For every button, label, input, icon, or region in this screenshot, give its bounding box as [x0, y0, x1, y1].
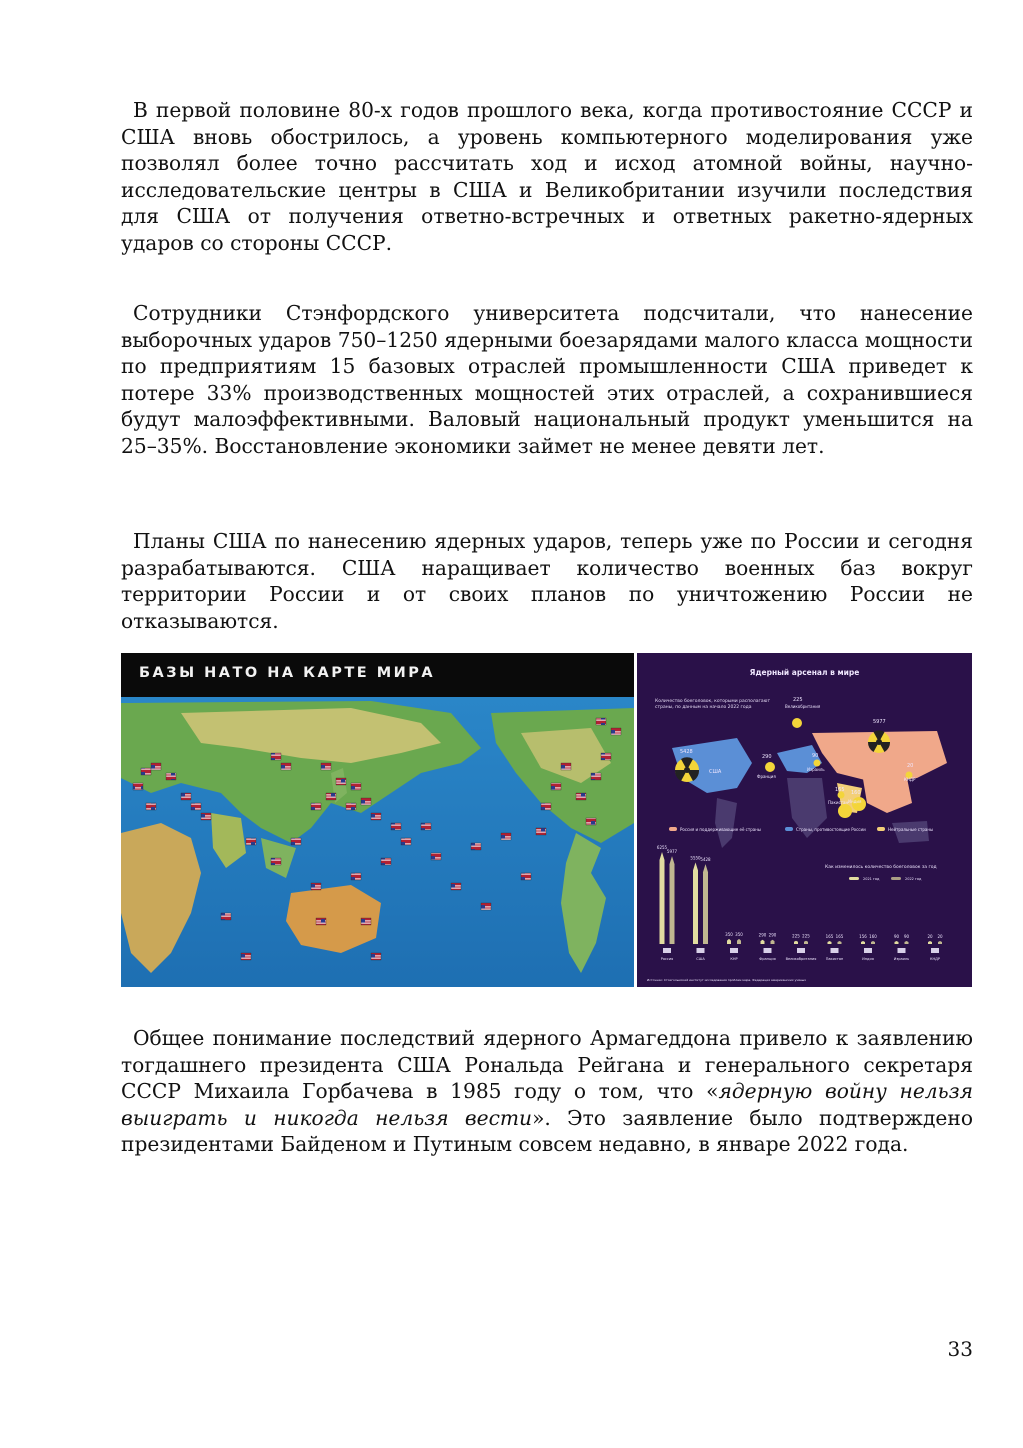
source-note: Источник: Стокгольмский институт исследования проблем мира, Федерация американских учёных [647, 978, 807, 982]
legend-swatch-neutral [877, 827, 885, 831]
map-legend [669, 827, 933, 832]
bar-value-label: 5550 [690, 855, 701, 861]
arsenal-graphic [637, 653, 972, 987]
bar-2021-1 [693, 862, 698, 944]
bar-2022-5 [838, 941, 842, 944]
bar-2022-2 [737, 939, 741, 944]
bar-2021-3 [761, 940, 765, 944]
reagan-gorbachev-quote: ядерную войну нельзя выиграть и никогда нельзя вести [121, 1079, 973, 1130]
world-map-graphic [121, 653, 634, 987]
map-banner-title: БАЗЫ НАТО НА КАРТЕ МИРА [139, 665, 436, 681]
label-india-value: 160 [851, 790, 861, 796]
bar-2021-2 [727, 939, 731, 944]
bar-2022-8 [938, 941, 942, 944]
label-usa-value: 5428 [680, 749, 693, 755]
chart-caption: Как изменилось количество боеголовок за год [825, 865, 937, 870]
bar-2022-4 [804, 941, 808, 944]
label-pakistan-value: 165 [835, 787, 845, 793]
infographic-subtitle: Количество боеголовок, которыми располагают страны, по данным на начало 2022 года [655, 699, 771, 710]
bar-value-label: 225 [802, 933, 810, 939]
bar-2021-6 [861, 941, 865, 944]
label-uk-value: 225 [793, 697, 803, 703]
category-label: КНР [730, 957, 738, 961]
label-israel-name: Израиль [807, 767, 825, 772]
country-flag-icon [730, 948, 738, 953]
country-flag-icon [764, 948, 772, 953]
bar-value-label: 165 [825, 934, 834, 939]
category-label: Пакистан [825, 957, 844, 961]
bar-2021-4 [794, 941, 798, 944]
nato-bases-map-image [121, 653, 634, 987]
category-label: Россия [660, 957, 674, 961]
bar-2021-8 [928, 941, 932, 944]
bar-value-label: 6255 [656, 845, 668, 850]
paragraph-1: В первой половине 80-х годов прошлого века, когда противостояние СССР и США вновь обострилось, а уровень компьютерного моделирования уже позволял более точно рассчитать ход и исход атомной войны, научно-исследовательские центры в США и Великобритании изучили последствия для США от получения ответно-встречных и ответных ракетно-ядерных ударов со стороны СССР. [121, 98, 973, 255]
year-2021-label: 2021 год [863, 877, 880, 881]
country-flag-icon [663, 948, 671, 953]
category-label: Великобритания [785, 957, 817, 961]
paragraph-4-start: Общее понимание последствий ядерного Армагеддона привело к заявлению тогдашнего президента США Рональда Рейгана и генерального секретаря СССР Михаила Горбачева в 1985 году о том, что « [121, 1026, 973, 1104]
paragraph-2: Сотрудники Стэнфордского университета подсчитали, что нанесение выборочных ударов 750–1250 ядерными боезарядами малого класса мощности по предприятиям 15 базовых отраслей промышленности США приведет к потере 33% производственных мощностей этих отраслей, а сохранившиеся будут малоэффективными. Валовый национальный продукт уменьшится на 25–35%. Восстановление экономики займет не менее девяти лет. [121, 301, 973, 458]
label-pakistan-name: Пакистан [828, 800, 849, 805]
label-usa-name: США [709, 769, 722, 775]
page-number: 33 [947, 1337, 973, 1361]
bar-value-label: 20 [937, 934, 943, 939]
year-2021-swatch [849, 877, 859, 880]
bar-value-label: 290 [768, 932, 777, 938]
warheads-chart [657, 845, 943, 961]
country-flag-icon [697, 948, 705, 953]
bar-2022-7 [905, 941, 909, 944]
label-dprk-value: 20 [907, 763, 914, 769]
country-flag-icon [931, 948, 939, 953]
bar-value-label: 90 [903, 934, 910, 939]
paragraph-4-end: ». Это заявление было подтверждено президентами Байденом и Путиным совсем недавно, в январе 2022 года. [121, 1105, 973, 1157]
bar-2021-7 [895, 941, 899, 944]
paragraph-3: Планы США по нанесению ядерных ударов, теперь уже по России и сегодня разрабатываются. США наращивает количество военных баз вокруг территории России и от своих планов по уничтожению России не отказываются. [121, 529, 973, 633]
nuclear-arsenal-infographic [637, 653, 972, 987]
bar-2022-6 [871, 941, 875, 944]
category-label: Франция [759, 957, 776, 961]
label-dprk-name: КНДР [904, 777, 916, 782]
paragraph-4 [121, 1025, 973, 1158]
bar-2021-0 [660, 852, 665, 944]
bar-value-label: 225 [792, 933, 800, 939]
bar-2022-3 [771, 940, 775, 944]
category-label: Израиль [893, 957, 910, 961]
bar-value-label: 5977 [666, 849, 678, 855]
bar-2022-1 [703, 864, 708, 944]
country-flag-icon [898, 948, 906, 953]
legend-label-against: Страны, противостоящие России [796, 827, 866, 832]
map-banner [121, 653, 634, 697]
category-label: КНДР [930, 957, 940, 961]
bar-value-label: 165 [835, 934, 844, 939]
legend-swatch-against [785, 827, 793, 831]
bar-2021-5 [828, 941, 832, 944]
bar-2022-0 [670, 856, 675, 944]
infographic-title: Ядерный арсенал в мире [749, 668, 860, 677]
bar-value-label: 160 [869, 934, 877, 939]
year-2022-label: 2022 год [905, 877, 922, 881]
label-russia-value: 5977 [873, 719, 886, 725]
label-france-name: Франция [757, 774, 776, 779]
category-label: США [696, 957, 705, 961]
category-label: Индия [862, 957, 874, 961]
legend-label-neutral: Нейтральные страны [888, 827, 934, 832]
country-flag-icon [864, 948, 872, 953]
country-flag-icon [831, 948, 839, 953]
year-2022-swatch [891, 877, 901, 880]
bar-value-label: 350 [735, 931, 743, 937]
bar-value-label: 156 [859, 934, 867, 939]
country-flag-icon [797, 948, 805, 953]
legend-swatch-russia [669, 827, 677, 831]
label-india-name: Индия [848, 799, 862, 804]
label-israel-value: 90 [812, 753, 819, 759]
bar-value-label: 5428 [700, 857, 711, 863]
bar-value-label: 350 [725, 931, 733, 937]
label-france-value: 290 [762, 754, 772, 760]
bar-value-label: 20 [927, 934, 933, 939]
bar-value-label: 290 [758, 932, 767, 938]
label-uk-name: Великобритания [785, 704, 821, 709]
legend-label-russia: Россия и поддерживающие её страны [680, 827, 761, 832]
bar-value-label: 90 [893, 934, 900, 939]
